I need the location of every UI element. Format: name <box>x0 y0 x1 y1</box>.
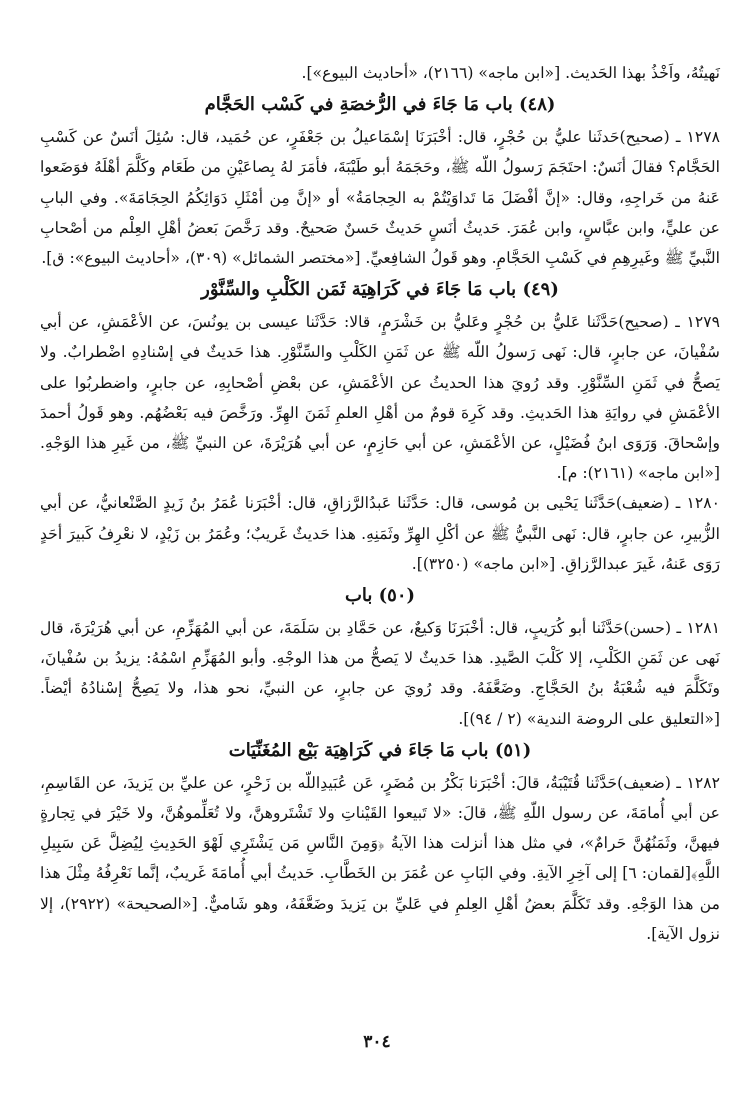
hadith-1282: ١٢٨٢ ـ (ضعيف)حَدَّثَنا قُتَيْبَةُ، قالَ: أخْبَرَنا بَكْرُ بن مُضَرٍ، عَن عُبَيدِاللّه بن زَحْرٍ، عن عليِّ بن يَزيدَ، عن القَاسِمِ، عن أبي أُمامَةَ، عن رسول اللّهِ ﷺ، قالَ: «لا تَبيعوا القَيْناتِ ولا تَشْتَروهنَّ، ولا تُعَلِّموهُنَّ، ولا خَيْرَ في تِجارةٍ فيهنَّ، وثَمَنُهُنَّ حَرامٌ»، في مثل هذا أنزلت هذا الآيةُ ﴿وَمِنَ النَّاسِ مَن يَشْتَرِي لَهْوَ الحَدِيثِ لِيُضِلَّ عَن سَبِيلِ اللَّهِ﴾[لقمان: ٦] إلى آخِرِ الآيةِ. وفي البَابِ عن عُمَرَ بن الخَطَّابِ. حَديثُ أبي أُمامَةَ غَريبٌ، إنَّما نَعْرِفُهُ مِثْلَ هذا من هذا الوَجْهِ. وقد تَكَلَّمَ بعضُ أهْلِ العِلمِ في عَليِّ بن يَزيدَ وضَعَّفَهُ، وهو شَاميٌّ. [«الصحيحة» (٢٩٢٢)، إلا نزول الآية]. <box>40 773 720 943</box>
hadith-1278: ١٢٧٨ ـ (صحيح)حَدثَنا عليُّ بن حُجْرٍ، قال: أخْبَرَنَا إسْمَاعيلُ بن جَعْفَرٍ، عن حُمَيد، قال: سُئِلَ أنَسٌ عن كَسْبِ الحَجَّام؟ فقالَ أنَسٌ: احتَجَمَ رَسولُ اللّه ﷺ، وحَجَمَهُ أبو طَيْبَةَ، فأمَرَ لهُ بِصاعَيْنِ من طَعَام وكَلَّمَ أهْلَهُ فوَضَعوا عَنهُ من خَراجِهِ، وقال: «إنَّ أفْضَلَ مَا تَداوَيْتُمْ به الحِجامَةُ» أو «إنَّ مِن أمْثَلِ دَوَائِكُمُ الحِجَامَةَ». وفي البابِ عن عليٍّ، وابن عبَّاسٍ، وابن عُمَرَ. حَديثُ أنَسٍ حَديثٌ حَسنٌ صَحيحٌ. وقد رَخَّصَ بَعضُ أهْلِ العِلْم من أصْحابِ النَّبيِّ ﷺ وغَيرِهِمِ في كَسْبِ الحَجَّامِ. وهو قَولُ الشافِعيِّ. [«مختصر الشمائل» (٣٠٩)، «أحاديث البيوع»: ق]. <box>40 128 720 268</box>
chapter-heading-48: (٤٨) باب مَا جَاءَ في الرُّخصَةِ في كَسْب الحَجَّام <box>204 94 556 116</box>
chapter-heading-51: (٥١) باب مَا جَاءَ في كَرَاهِيَة بَيْع المُغَنِّيَات <box>228 739 532 761</box>
hadith-1281: ١٢٨١ ـ (حسن)حَدَّثَنا أبو كُرَيبٍ، قال: أخْبَرَنَا وَكيعٌ، عن حَمَّادِ بن سَلَمَةَ، عن أبي المُهَزِّمِ، عن أبي هُرَيْرَةَ، قال نَهى عن ثَمَنِ الكَلْبِ، إلا كَلْبَ الصَّيدِ. هذا حَديثٌ لا يَصحُّ من هذا الوجْهِ. وأبو المُهَزِّمِ اسْمُهُ: يزيدُ بن سُفْيانَ، وتَكَلَّمَ فيه شُعْبَةُ بنُ الحَجَّاجِ. وضَعَّفَهُ. وقد رُويَ عن جابرٍ، عن النبيِّ، نحو هذا، ولا يَصِحُّ إسْنادُهُ أيْضاً. [«التعليق على الروضة الندية» (٢ / ٩٤)]. <box>40 619 720 728</box>
chapter-heading-50: (٥٠) باب <box>344 585 416 607</box>
page-number: ٣٠٤ <box>363 1032 391 1052</box>
paragraph-continuation: نَهيتُهُ، واَخْذُ بهذا الحَديث. [«ابن ماجه» (٢١٦٦)، «أحاديث البيوع»]. <box>301 64 720 82</box>
hadith-1280: ١٢٨٠ ـ (ضعيف)حَدَّثَنا يَحْيى بن مُوسى، قال: حَدَّثَنا عَبدُالرَّزاقِ، قال: أخْبَرَنا عُمَرُ بنُ زَيدٍ الصَّنْعانيُّ، عن أبي الزُّبيرِ، عن جابرٍ، قال: نَهى النَّبيُّ ﷺ عن أكْلِ الهِرِّ وثَمَنِهِ. هذا حَديثٌ غَريبٌ؛ وعُمَرُ بن زَيْدٍ، لا نعْرِفُ كَبيرَ أحَدٍ رَوَى عَنهُ، غَيرَ عبدالرَّزاقِ. [«ابن ماجه» (٣٢٥٠)]. <box>40 494 720 573</box>
hadith-1279: ١٢٧٩ ـ (صحيح)حَدَّثَنا عَليُّ بن حُجْرٍ وعَليُّ بن خَشْرَمٍ، قالا: حَدَّثَنا عيسى بن يونُسَ، عن الأعْمَشِ، عن أبي سُفْيانَ، عن جابرٍ، قال: نَهى رَسولُ اللّه ﷺ عن ثَمَنِ الكَلْبِ والسِّنَّوْرِ. هذا حَديثٌ في إسْنادِهِ اضْطرابٌ. ولا يَصحُّ في ثَمَنِ السِّنَّوْرِ. وقد رُويَ هذا الحديثُ عن الأعْمَشِ، عن بعْضِ أصْحابِهِ، عن جابرٍ، واضطربُوا على الأعْمَشِ في روايَةِ هذا الحَديثِ. وقد كَرِهَ قومٌ من أهْلِ العلمِ ثَمَنَ الهِرِّ. ورَخَّصَ فيه بَعْضُهُم. وهو قَولُ أحمدَ وإسْحاقَ. وَرَوَى ابنُ فُضَيْلٍ، عن الأعْمَشِ، عن أبي حَازِمٍ، عن أبي هُرَيْرَةَ، عن النبيِّ ﷺ، من غَيرِ هذا الوَجْهِ. [«ابن ماجه» (٢١٦١): م]. <box>40 313 720 483</box>
chapter-heading-49: (٤٩) باب مَا جَاءَ في كَرَاهِيَة ثَمَن الكَلْبِ والسِّنَّوْر <box>201 279 559 301</box>
